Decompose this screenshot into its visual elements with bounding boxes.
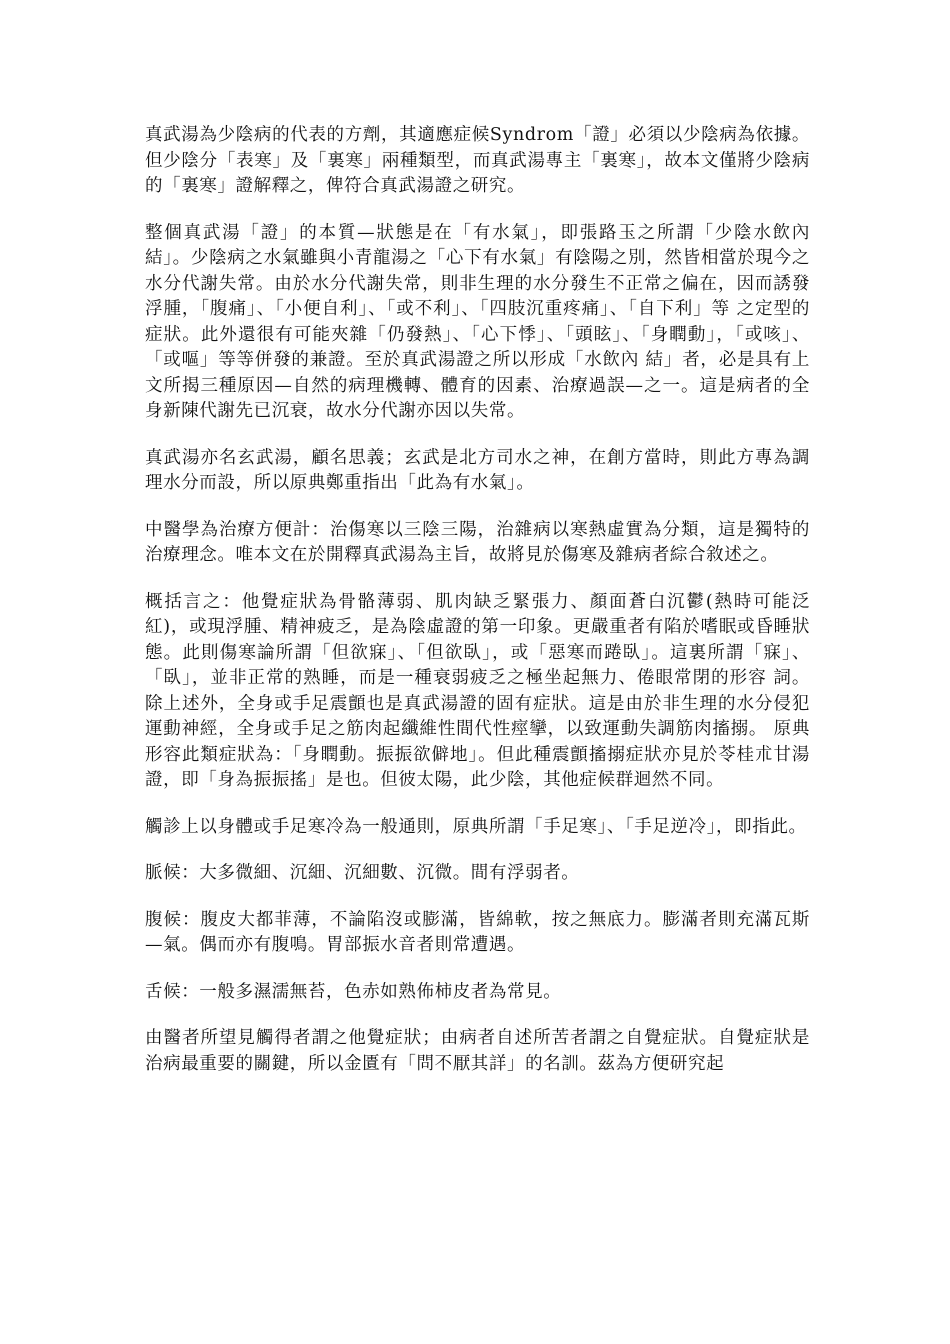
paragraph-treatment-concept: 中醫學為治療方便計：治傷寒以三陰三陽，治雜病以寒熱虛實為分類，這是獨特的治療理念。唯本文在於開釋真武湯為主旨，故將見於傷寒及雜病者綜合敘述之。 [145, 519, 810, 565]
paragraph-water-qi: 整個真武湯「證」的本質—狀態是在「有水氣」，即張路玉之所謂「少陰水飲內結」。少陰病之水氣雖與小青龍湯之「心下有水氣」有陰陽之別，然皆相當於現今之 水分代謝失常。由於水分代謝失常，則非生理的水分發生不正常之偏在，因而誘發浮腫，「腹痛」、「小便自利」、「或不利」、「四肢沉重疼痛」、「自下利」等 之定型的症狀。此外還很有可能夾雜「仍發熱」、「心下悸」、「頭眩」、「身瞤動」，「或咳」、「或嘔」等等併發的兼證。至於真武湯證之所以形成「水飲內 結」者，必是具有上文所揭三種原因—自然的病理機轉、體育的因素、治療過誤—之一。這是病者的全身新陳代謝先已沉衰，故水分代謝亦因以失常。 [145, 222, 810, 421]
paragraph-objective-symptoms: 概括言之：他覺症狀為骨骼薄弱、肌肉缺乏緊張力、顏面蒼白沉鬱(熱時可能泛紅)，或現浮腫、精神疲乏，是為陰虛證的第一印象。更嚴重者有陷於嗜眠或昏睡狀 態。此則傷寒論所謂「但欲寐」、「但欲臥」，或「惡寒而踡臥」。這裏所謂「寐」、「臥」，並非正常的熟睡，而是一種衰弱疲乏之極坐起無力、倦眼常閉的形容 詞。除上述外，全身或手足震顫也是真武湯證的固有症狀。這是由於非生理的水分侵犯運動神經，全身或手足之筋肉起纖維性間代性痙攣，以致運動失調筋肉搐搦。 原典形容此類症狀為：「身瞤動。振振欲僻地」。但此種震顫搐搦症狀亦見於苓桂朮甘湯證，即「身為振振搖」是也。但彼太陽，此少陰，其他症候群迴然不同。 [145, 591, 810, 790]
document-body [145, 123, 810, 1077]
paragraph-subjective-symptoms: 由醫者所望見觸得者謂之他覺症狀；由病者自述所苦者謂之自覺症狀。自覺症狀是治病最重要的關鍵，所以金匱有「問不厭其詳」的名訓。茲為方便研究起 [145, 1028, 810, 1074]
paragraph-tongue: 舌候：一般多濕濡無苔，色赤如熟佈柿皮者為常見。 [145, 981, 562, 1002]
paragraph-pulse: 脈候：大多微細、沉細、沉細數、沉微。間有浮弱者。 [145, 863, 580, 883]
paragraph-abdomen: 腹候：腹皮大都菲薄，不論陷沒或膨滿，皆綿軟，按之無底力。膨滿者則充滿瓦斯—氣。偶而亦有腹鳴。胃部振水音者則常遭遇。 [145, 909, 810, 955]
paragraph-palpation: 觸診上以身體或手足寒冷為一般通則，原典所謂「手足寒」、「手足逆冷」，即指此。 [145, 816, 807, 837]
paragraph-xuanwu-name: 真武湯亦名玄武湯，顧名思義；玄武是北方司水之神，在創方當時，則此方專為調理水分而設，所以原典鄭重指出「此為有水氣」。 [145, 447, 810, 493]
paragraph-zhenwu-intro: 真武湯為少陰病的代表的方劑，其適應症候Syndrom「證」必須以少陰病為依據。但少陰分「表寒」及「裏寒」兩種類型，而真武湯專主「裏寒」，故本文僅將少陰病的「裏寒」證解釋之，俾符合真武湯證之研究。 [145, 125, 810, 196]
